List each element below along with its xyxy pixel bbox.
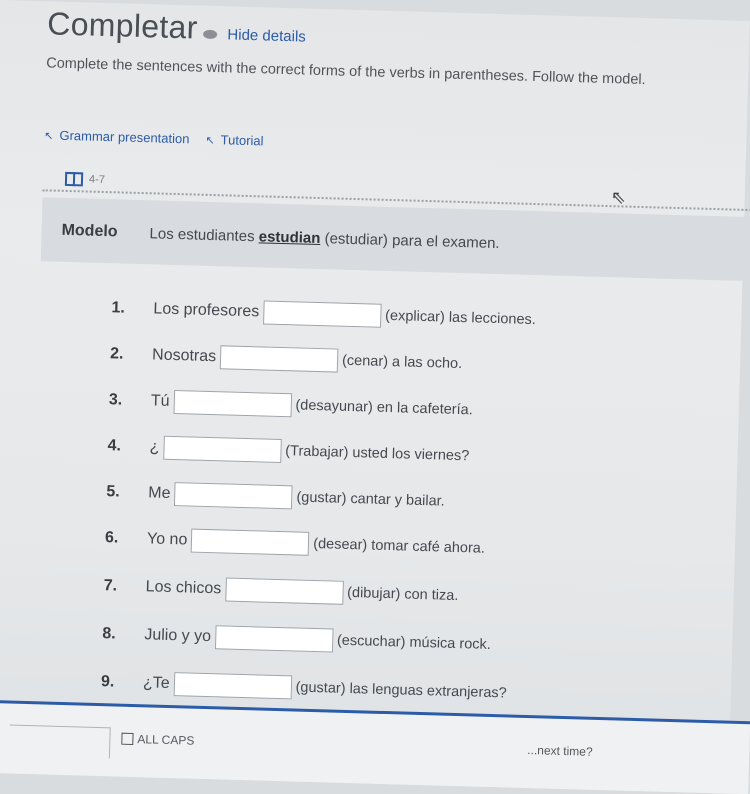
grammar-link-label: Grammar presentation bbox=[59, 127, 190, 147]
exercise-item bbox=[102, 619, 491, 660]
hide-details-link[interactable]: Hide details bbox=[227, 26, 307, 46]
item-number: 8. bbox=[102, 625, 116, 643]
resource-links bbox=[44, 127, 264, 148]
item-prefix: Me bbox=[148, 484, 171, 502]
arrow-up-left-icon: ↖ bbox=[44, 130, 54, 143]
item-suffix: (desayunar) en la cafetería. bbox=[295, 397, 473, 419]
tutorial-link-label: Tutorial bbox=[220, 132, 264, 149]
exercise-item bbox=[110, 339, 463, 379]
item-suffix: (cenar) a las ocho. bbox=[341, 352, 463, 373]
answer-input[interactable] bbox=[220, 345, 339, 372]
answer-input[interactable] bbox=[225, 578, 344, 605]
tutorial-link[interactable] bbox=[205, 132, 263, 149]
item-prefix: Tú bbox=[150, 392, 170, 410]
model-example bbox=[41, 197, 750, 281]
answer-input[interactable] bbox=[174, 482, 293, 509]
model-label: Modelo bbox=[61, 221, 118, 241]
answer-input[interactable] bbox=[173, 390, 292, 417]
answer-input[interactable] bbox=[191, 529, 310, 556]
item-prefix: ¿Te bbox=[142, 674, 170, 693]
grammar-presentation-link[interactable] bbox=[44, 127, 190, 146]
arrow-up-left-icon: ↖ bbox=[205, 134, 215, 148]
item-prefix: Nosotras bbox=[151, 346, 217, 366]
book-icon bbox=[65, 172, 83, 186]
exercise-item bbox=[105, 523, 486, 564]
item-number: 3. bbox=[108, 391, 123, 409]
exercise-item bbox=[111, 293, 536, 335]
page-title: Completar bbox=[46, 5, 199, 46]
all-caps-label: ALL CAPS bbox=[137, 732, 195, 748]
exercise-item bbox=[103, 571, 459, 611]
exercise-item bbox=[106, 477, 445, 516]
footer-bar bbox=[0, 700, 750, 794]
exercise-item bbox=[107, 431, 469, 471]
toolbar-frame bbox=[9, 725, 111, 759]
item-number: 1. bbox=[111, 299, 126, 317]
item-number: 2. bbox=[109, 345, 124, 363]
item-prefix: ¿ bbox=[149, 438, 160, 456]
item-number: 7. bbox=[103, 577, 118, 595]
item-prefix: Los chicos bbox=[145, 578, 222, 598]
model-sentence bbox=[149, 225, 500, 252]
model-answer: estudian bbox=[258, 228, 321, 248]
item-number: 6. bbox=[104, 529, 119, 547]
next-time-text: ...next time? bbox=[527, 743, 593, 759]
model-before: Los estudiantes bbox=[149, 225, 255, 246]
item-number: 9. bbox=[100, 673, 115, 691]
item-suffix: (explicar) las lecciones. bbox=[384, 307, 537, 329]
exercise-item bbox=[101, 667, 508, 708]
item-number: 4. bbox=[107, 437, 122, 455]
header bbox=[47, 5, 307, 49]
answer-input[interactable] bbox=[263, 300, 382, 327]
answer-input[interactable] bbox=[163, 436, 282, 463]
item-prefix: Los profesores bbox=[153, 300, 260, 321]
item-prefix: Yo no bbox=[146, 530, 188, 549]
item-suffix: (escuchar) música rock. bbox=[336, 632, 492, 653]
answer-input[interactable] bbox=[173, 672, 292, 699]
item-suffix: (gustar) las lenguas extranjeras? bbox=[295, 679, 507, 702]
exercise-item bbox=[108, 385, 473, 425]
instructions-text: Complete the sentences with the correct forms of the verbs in parentheses. Follow the model. bbox=[46, 55, 646, 89]
activity-reference[interactable] bbox=[65, 172, 105, 187]
item-prefix: Julio y yo bbox=[144, 626, 212, 646]
model-after: (estudiar) para el examen. bbox=[324, 230, 500, 253]
eye-icon bbox=[203, 30, 217, 39]
item-number: 5. bbox=[106, 483, 120, 501]
item-suffix: (Trabajar) usted los viernes? bbox=[285, 443, 470, 465]
item-suffix: (dibujar) con tiza. bbox=[346, 584, 459, 605]
item-suffix: (desear) tomar café ahora. bbox=[313, 535, 486, 557]
all-caps-checkbox[interactable] bbox=[121, 733, 133, 745]
item-suffix: (gustar) cantar y bailar. bbox=[296, 489, 445, 510]
mouse-cursor-icon: ⇖ bbox=[610, 187, 627, 208]
answer-input[interactable] bbox=[215, 625, 334, 652]
all-caps-toggle[interactable] bbox=[121, 732, 194, 748]
activity-number: 4-7 bbox=[88, 173, 106, 186]
